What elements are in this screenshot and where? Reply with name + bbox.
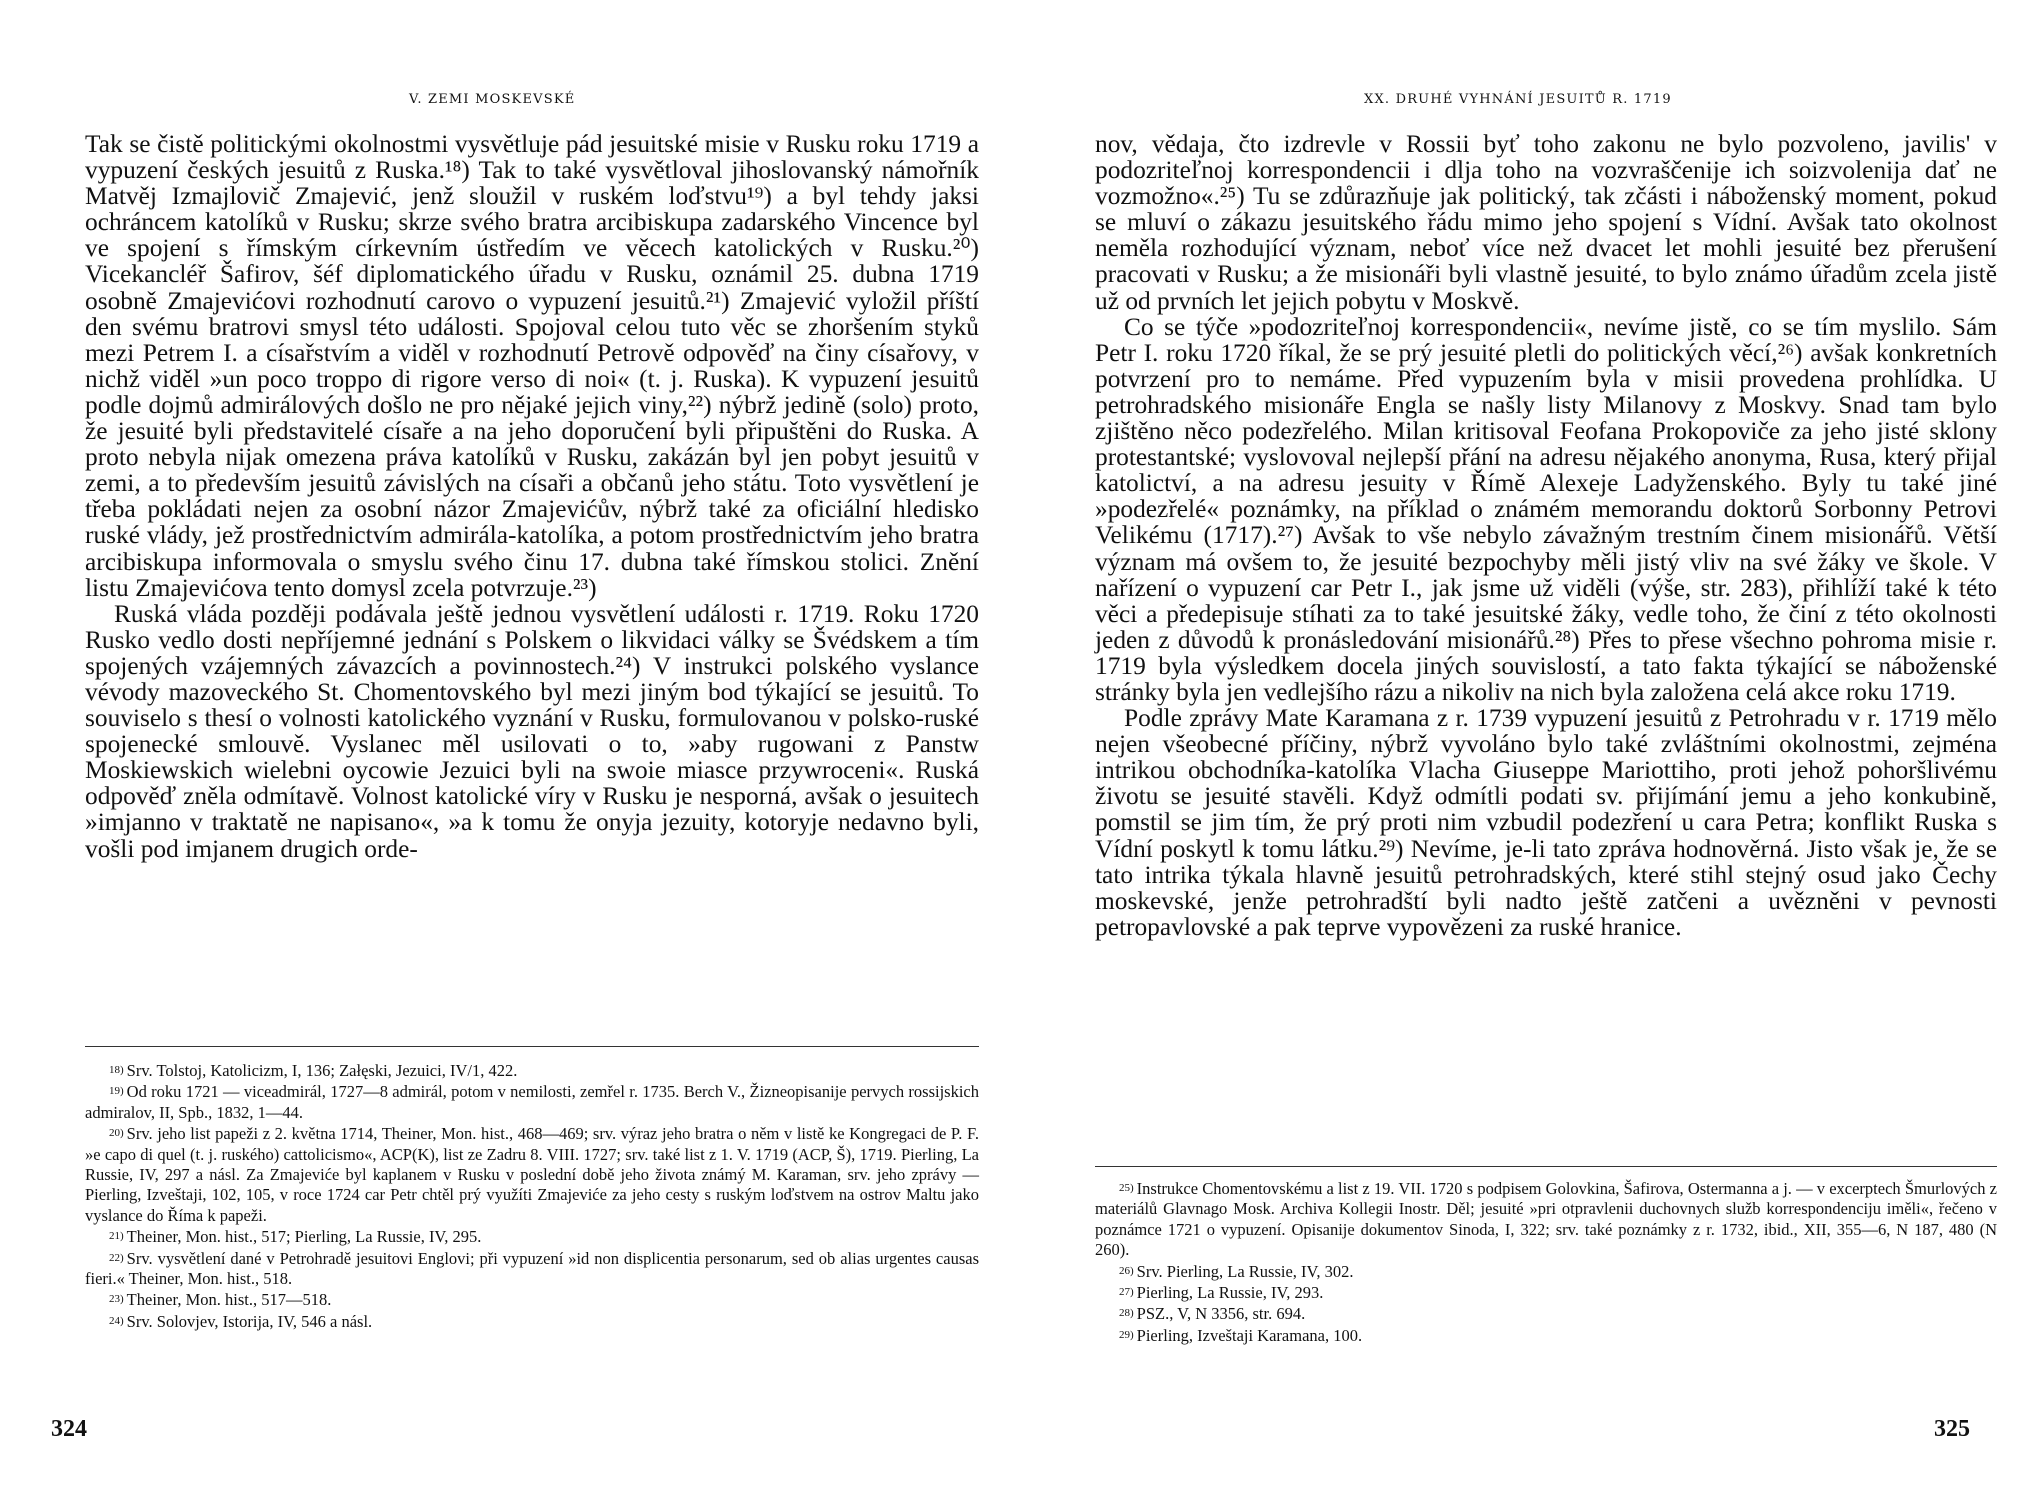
paragraph: Tak se čistě politickými okolnostmi vysvětluje pád jesuitské misie v Rusku roku 1719 a vypuzení českých jesuitů z Ruska.¹⁸) Tak to také vysvětloval jihoslovanský námořník Matvěj Izmajlovič Zmajević, jenž sloužil v ruském loďstvu¹⁹) a byl tehdy jaksi ochráncem katolíků v Rusku; skrze svého bratra arcibiskupa zadarského Vincence byl ve spojení s římským církevním ústředím ve věcech katolických v Rusku.²⁰) Vicekancléř Šafirov, šéf diplomatického úřadu v Rusku, oznámil 25. dubna 1719 osobně Zmajevićovi rozhodnutí carovo o vypuzení jesuitů.²¹) Zmajević vyložil příští den svému bratrovi smysl této události. Spojoval celou tuto věc se zhoršením styků mezi Petrem I. a císařstvím a viděl v rozhodnutí Petrově odpověď na činy císařovy, v nichž viděl »un poco troppo di rigore verso di noi« (t. j. Ruska). K vypuzení jesuitů podle dojmů admirálových došlo ne pro nějaké jejich viny,²²) nýbrž jedině (solo) proto, že jesuité byli představitelé císaře a na jeho doporučení byli připuštěni do Ruska. A proto nebyla nijak omezena práva katolíků v Rusku, zakázán byl jen pobyt jesuitů v zemi, a to především jesuitů závislých na císaři a občanů jeho státu. Toto vysvětlení je třeba pokládati nejen za osobní názor Zmajevićův, nýbrž také za oficiální hledisko ruské vlády, jež prostřednictvím admirála-katolíka, a potom prostřednictvím jeho bratra arcibiskupa informovala o smyslu svého činu 17. dubna také římskou stolici. Znění listu Zmajevićova tento domysl zcela potvrzuje.²³) [85,130,979,602]
footnote-rule [1095,1166,1997,1167]
page-number: 324 [51,1416,87,1442]
footnote-text: Srv. Solovjev, Istorija, IV, 546 a násl. [126,1311,373,1331]
footnote-text: Instrukce Chomentovskému a list z 19. VII. 1720 s podpisem Golovkina, Šafirova, Ostermanna a j. — v excerptech Šmurlových z materiálů Glavnago Mosk. Archiva Kollegii Inostr. Děl; jesuité »pri otpravlenii duchovnych služb korrespondenciju iměli«, řečeno v poznámce 1721 o vypuzení. Opisanije dokumentov Sinoda, I, 322; srv. také poznámky z r. 1732, ibid., XII, 355—6, N 187, 480 (N 260). [1095,1179,1997,1260]
footnote-number: 22) [109,1251,124,1264]
footnote [85,1081,979,1123]
footnote-number: 28) [1119,1307,1134,1320]
footnote-rule [85,1046,979,1047]
footnote-text: Theiner, Mon. hist., 517—518. [126,1290,332,1310]
running-head: XX. DRUHÉ VYHNÁNÍ JESUITŮ R. 1719 [1364,92,1672,107]
footnote-number: 27) [1119,1286,1134,1299]
footnote [85,1123,979,1226]
right-page [1017,0,2034,1500]
footnote-number: 29) [1119,1328,1134,1341]
body-text [1095,131,1997,940]
footnote-text: Srv. Tolstoj, Katolicizm, I, 136; Załęski, Jezuici, IV/1, 422. [126,1061,518,1080]
footnote-text: Pierling, La Russie, IV, 293. [1136,1283,1324,1303]
footnote-text: Od roku 1721 — viceadmirál, 1727—8 admirál, potom v nemilosti, zemřel r. 1735. Berch V., Žizneopisanije pervych rossijskich admiralov, II, Spb., 1832, 1—44. [85,1082,979,1122]
footnote-number: 21) [109,1230,124,1243]
footnote [85,1060,979,1081]
footnotes [1095,1178,1997,1346]
footnote [85,1311,979,1332]
footnote-text: Srv. jeho list papeži z 2. května 1714, Theiner, Mon. hist., 468—469; srv. výraz jeho bratra o něm v listě ke Kongregaci de P. F. »e capo di quel (t. j. ruského) cattolicismo«, ACP(K), list ze Zadru 8. VIII. 1727; srv. také list z 1. V. 1719 (ACP, Š), 1719. Pierling, La Russie, IV, 297 a násl. Za Zmajeviće byl kaplanem v Rusku v poslední době jeho života známý M. Karaman, srv. jeho zprávy — Pierling, Izveštaji, 102, 105, v roce 1724 car Petr chtěl prý využíti Zmajeviće za jeho cesty s ruským loďstvem na ostrov Maltu jako vyslance do Říma k papeži. [85,1124,979,1225]
footnote-number: 20) [109,1127,124,1140]
page-number: 325 [1934,1416,1970,1442]
footnotes [85,1060,979,1332]
footnote [1095,1325,1997,1346]
footnote-text: Theiner, Mon. hist., 517; Pierling, La Russie, IV, 295. [126,1227,482,1247]
body-text [85,131,979,862]
paragraph: Co se týče »podozriteľnoj korrespondencii«, nevíme jistě, co se tím myslilo. Sám Petr I. roku 1720 říkal, že se prý jesuité pletli do politických věcí,²⁶) avšak konkretních potvrzení pro to nemáme. Před vypuzením byla v misii provedena prohlídka. U petrohradského misionáře Engla se našly listy Milanovy z Moskvy. Snad tam bylo zjištěno něco podezřelého. Milan kritisoval Feofana Prokopoviče za jeho jisté sklony protestantské; vyslovoval nejlepší přání na adresu nějakého anonyma, Rusa, který přijal katolictví, a na adresu jesuity v Římě Alexeje Ladyženského. Byly tu také jiné »podezřelé« poznámky, na příklad o známém memorandu doktorů Sorbonny Petrovi Velikému (1717).²⁷) Avšak to vše nebylo závažným trestním činem misionářů. Větší význam má ovšem to, že jesuité bezpochyby měli jistý vliv na své žáky ve škole. V nařízení o vypuzení car Petr I., jak jsme už viděli (výše, str. 283), přihlíží také k této věci a předepisuje stíhati za to také jesuitské žáky, vedle toho, že činí z této okolnosti jeden z důvodů k pronásledování misionářů.²⁸) Přes to přese všechno pohroma misie r. 1719 byla výsledkem docela jiných souvislostí, a tato fakta týkající se náboženské stránky byla jen vedlejšího rázu a nikoliv na nich byla založena celá akce roku 1719. [1095,312,1997,706]
footnote [85,1289,979,1310]
footnote-text: Srv. Pierling, La Russie, IV, 302. [1136,1261,1354,1281]
footnote-number: 23) [109,1293,124,1306]
paragraph: Podle zprávy Mate Karamana z r. 1739 vypuzení jesuitů z Petrohradu v r. 1719 mělo nejen všeobecné příčiny, nýbrž vyvoláno bylo také zvláštními okolnostmi, zejména intrikou obchodníka-katolíka Vlacha Giuseppe Mariottiho, proti jehož pohoršlivému životu se jesuité stavěli. Když odmítli podati sv. přijímání jemu a jeho konkubině, pomstil se jim tím, že prý proti nim vzbudil podezření u cara Petra; konflikt Ruska s Vídní poskytl k tomu látku.²⁹) Nevíme, je-li tato zpráva hodnověrná. Jisto však je, že se tato intrika týkala hlavně jesuitů petrohradských, které stihl stejný osud jako Čechy moskevské, jenže petrohradští byli nadto ještě zatčeni a uvězněni v pevnosti petropavlovské a pak teprve vypovězeni za ruské hranice. [1095,704,1997,941]
footnote-number: 19) [109,1085,124,1098]
footnote [85,1226,979,1247]
footnote-number: 25) [1119,1182,1134,1194]
footnote [1095,1303,1997,1324]
running-head: V. ZEMI MOSKEVSKÉ [409,92,576,107]
footnote [1095,1282,1997,1303]
footnote-text: PSZ., V, N 3356, str. 694. [1136,1304,1306,1324]
footnote-number: 26) [1119,1264,1134,1277]
footnote-text: Pierling, Izveštaji Karamana, 100. [1136,1325,1363,1345]
footnote-number: 18) [109,1064,124,1076]
footnote-text: Srv. vysvětlení dané v Petrohradě jesuitovi Englovi; při vypuzení »id non displicentia personarum, sed ob alias urgentes causas fieri.« Theiner, Mon. hist., 518. [85,1248,979,1289]
footnote [1095,1178,1997,1261]
paragraph: Ruská vláda později podávala ještě jednou vysvětlení události r. 1719. Roku 1720 Rusko vedlo dosti nepříjemné jednání s Polskem o likvidaci války se Švédskem a tím spojených vzájemných závazcích a povinnostech.²⁴) V instrukci polského vyslance vévody mazoveckého St. Chomentovského byl mezi jiným bod týkající se jesuitů. To souviselo s thesí o volnosti katolického vyznání v Rusku, formulovanou v polsko-ruské spojenecké smlouvě. Vyslanec měl usilovati o to, »aby rugowani z Panstw Moskiewskich wielebni oycowie Jezuici byli na swoie miasce przywroceni«. Ruská odpověď zněla odmítavě. Volnost katolické víry v Rusku je nesporná, avšak o jesuitech »imjanno v traktatě ne napisano«, »a k tomu že onyja jezuity, kotoryje nedavno byli, vošli pod imjanem drugich orde- [85,599,979,863]
paragraph: nov, vědaja, čto izdrevle v Rossii byť toho zakonu ne bylo pozvoleno, javilis' v podozriteľnoj korrespondencii i dlja toho na vozvraščenije ich soizvolenija dať ne vozmožno«.²⁵) Tu se zdůrazňuje jak politický, tak zčásti i náboženský moment, pokud se mluví o zákazu jesuitského řádu mimo jeho spojení s Vídní. Avšak tato okolnost neměla rozhodující význam, neboť více než dvacet let mohli jesuité bez přerušení pracovati v Rusku; a že misionáři byli vlastně jesuité, to bylo známo úřadům zcela jistě už od prvních let jejich pobytu v Moskvě. [1095,130,1997,315]
footnote [85,1248,979,1290]
footnote [1095,1261,1997,1282]
footnote-number: 24) [109,1314,124,1327]
